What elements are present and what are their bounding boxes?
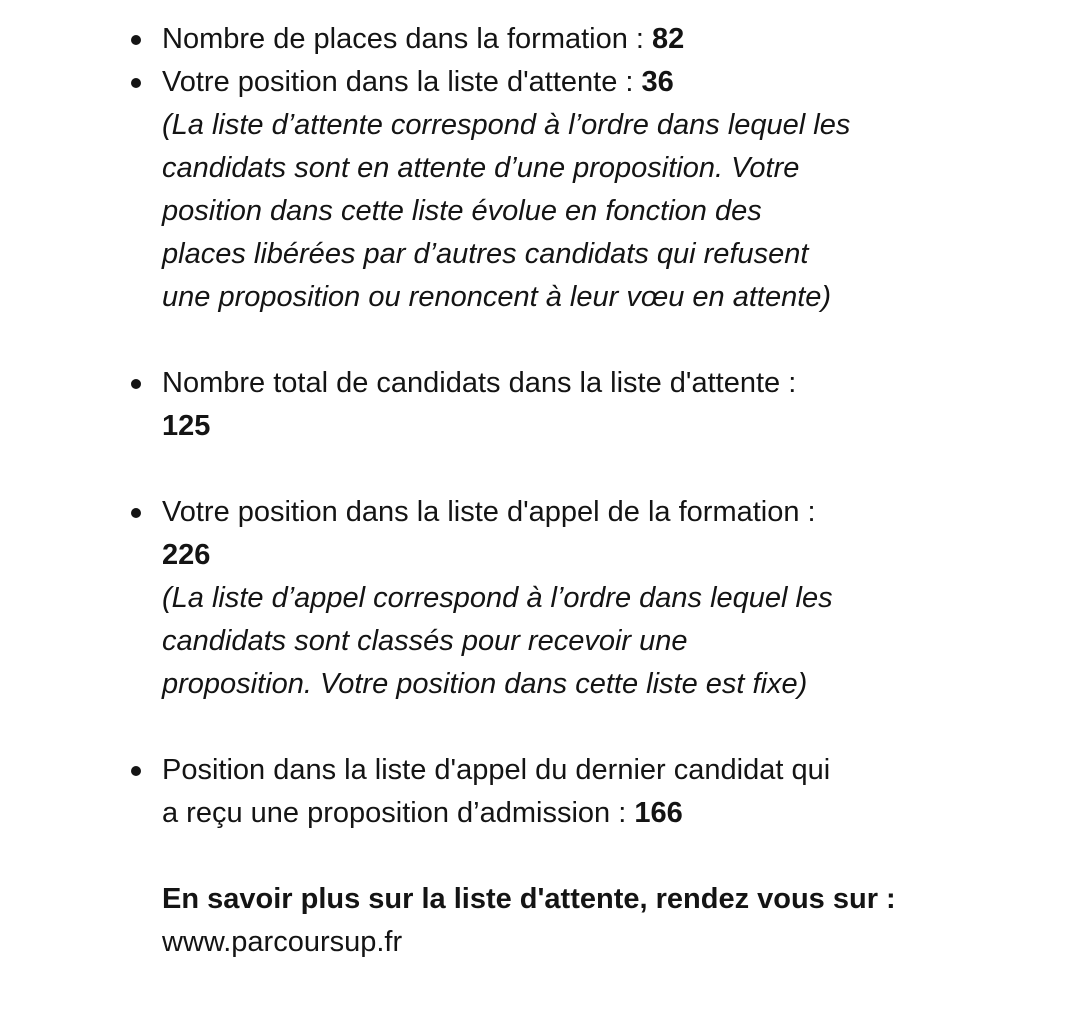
note-line: places libérées par d’autres candidats qui refusent: [162, 238, 809, 270]
waitlist-position-line: [162, 61, 1050, 104]
more-info-section: [162, 878, 1050, 964]
note-line: (La liste d’attente correspond à l’ordre dans lequel les: [162, 109, 851, 141]
last-admitted-value: 166: [634, 797, 683, 829]
more-info-heading: En savoir plus sur la liste d'attente, rendez vous sur :: [162, 883, 896, 915]
list-item-call-list-position: [162, 491, 1050, 706]
last-admitted-label: a reçu une proposition d’admission :: [162, 797, 635, 829]
waitlist-total-value: 125: [162, 410, 211, 442]
waitlist-position-label: Votre position dans la liste d'attente :: [162, 66, 642, 98]
waitlist-position-value: 36: [641, 66, 674, 98]
list-item-waitlist-position: [162, 61, 1050, 319]
note-line: une proposition ou renoncent à leur vœu en attente): [162, 281, 832, 313]
waitlist-info-list: [162, 18, 1050, 835]
list-item-places: [162, 18, 1050, 61]
waitlist-position-note: [162, 104, 1050, 319]
note-line: position dans cette liste évolue en fonction des: [162, 195, 762, 227]
waitlist-total-label: Nombre total de candidats dans la liste d'attente :: [162, 367, 797, 399]
note-line: candidats sont en attente d’une proposition. Votre: [162, 152, 800, 184]
note-line: candidats sont classés pour recevoir une: [162, 625, 688, 657]
places-line: [162, 18, 1050, 61]
places-label: Nombre de places dans la formation :: [162, 23, 653, 55]
list-item-last-admitted: [162, 749, 1050, 835]
call-list-position-value: 226: [162, 539, 211, 571]
note-line: proposition. Votre position dans cette liste est fixe): [162, 668, 808, 700]
note-line: (La liste d’appel correspond à l’ordre dans lequel les: [162, 582, 833, 614]
last-admitted-line1: Position dans la liste d'appel du dernier candidat qui: [162, 754, 831, 786]
last-admitted-line2: [162, 792, 1050, 835]
call-list-position-note: [162, 577, 1050, 706]
list-item-waitlist-total: [162, 362, 1050, 448]
parcoursup-url[interactable]: www.parcoursup.fr: [162, 926, 403, 958]
call-list-position-label: Votre position dans la liste d'appel de la formation :: [162, 496, 816, 528]
places-value: 82: [652, 23, 685, 55]
